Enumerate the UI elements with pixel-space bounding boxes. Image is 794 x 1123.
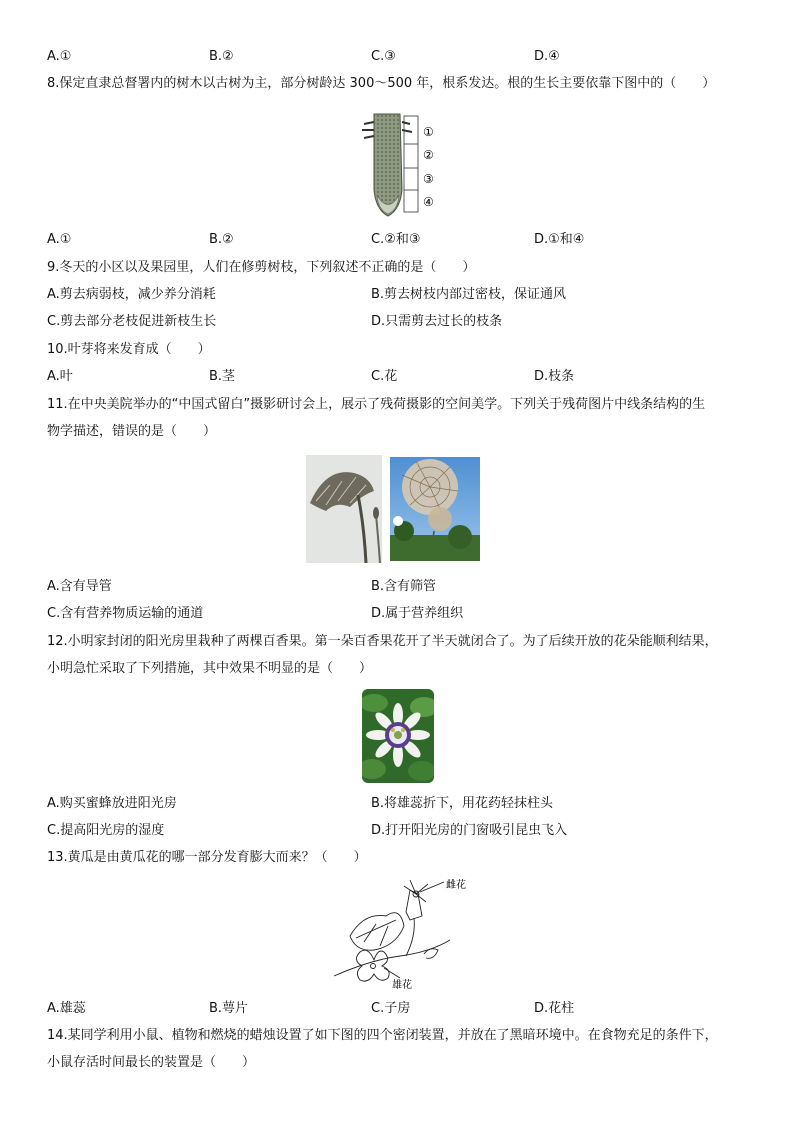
q8-option-c[interactable]: C.②和③ [371, 232, 421, 247]
root-label-1: ① [423, 125, 434, 139]
q11-option-b[interactable]: B.含有筛管 [371, 579, 437, 594]
root-label-3: ③ [423, 172, 434, 186]
q10-option-b[interactable]: B.茎 [209, 369, 236, 384]
female-flower-label: 雌花 [446, 880, 466, 891]
q7-option-c[interactable]: C.③ [371, 49, 396, 64]
q8-stem: 8.保定直隶总督署内的树木以古树为主，部分树龄达 300～500 年，根系发达。根的生长主要依靠下图中的（ ） [47, 76, 716, 91]
q10-option-a[interactable]: A.叶 [47, 369, 73, 384]
q13-option-c[interactable]: C.子房 [371, 1001, 411, 1016]
q11-stem-line1: 11.在中央美院举办的“中国式留白”摄影研讨会上，展示了残荷摄影的空间美学。下列关于残荷图片中线条结构的生 [47, 397, 706, 412]
q9-option-b[interactable]: B.剪去树枝内部过密枝，保证通风 [371, 287, 567, 302]
q7-option-d[interactable]: D.④ [534, 49, 560, 64]
q11-option-c[interactable]: C.含有营养物质运输的通道 [47, 606, 204, 621]
q12-stem-line2: 小明急忙采取了下列措施，其中效果不明显的是（ ） [47, 661, 373, 676]
q13-option-d[interactable]: D.花柱 [534, 1001, 575, 1016]
q8-option-a[interactable]: A.① [47, 232, 72, 247]
q12-option-b[interactable]: B.将雄蕊折下，用花药轻抹柱头 [371, 796, 554, 811]
q11-option-a[interactable]: A.含有导管 [47, 579, 112, 594]
q14-stem-line2: 小鼠存活时间最长的装置是（ ） [47, 1055, 256, 1070]
male-flower-label: 雄花 [392, 980, 412, 991]
q12-stem-line1: 12.小明家封闭的阳光房里栽种了两棵百香果。第一朵百香果花开了半天就闭合了。为了后续开放的花朵能顺利结果， [47, 634, 718, 649]
q13-stem: 13.黄瓜是由黄瓜花的哪一部分发育膨大而来？（ ） [47, 850, 367, 865]
q12-option-a[interactable]: A.购买蜜蜂放进阳光房 [47, 796, 177, 811]
q9-option-c[interactable]: C.剪去部分老枝促进新枝生长 [47, 314, 217, 329]
q10-option-c[interactable]: C.花 [371, 369, 398, 384]
q13-option-b[interactable]: B.萼片 [209, 1001, 249, 1016]
passion-flower-photo [362, 689, 434, 783]
q14-stem-line1: 14.某同学利用小鼠、植物和燃烧的蜡烛设置了如下图的四个密闭装置，并放在了黑暗环境中。在食物充足的条件下， [47, 1028, 718, 1043]
q9-option-a[interactable]: A.剪去病弱枝，减少养分消耗 [47, 287, 216, 302]
lotus-photo-left [306, 455, 382, 563]
root-tip-figure [360, 110, 440, 220]
q12-option-c[interactable]: C.提高阳光房的湿度 [47, 823, 165, 838]
q8-option-d[interactable]: D.①和④ [534, 232, 585, 247]
q9-option-d[interactable]: D.只需剪去过长的枝条 [371, 314, 503, 329]
q11-stem-line2: 物学描述，错误的是（ ） [47, 424, 217, 439]
q7-option-b[interactable]: B.② [209, 49, 234, 64]
q7-option-a[interactable]: A.① [47, 49, 72, 64]
cucumber-flower-figure [330, 876, 470, 992]
q12-option-d[interactable]: D.打开阳光房的门窗吸引昆虫飞入 [371, 823, 568, 838]
q9-stem: 9.冬天的小区以及果园里，人们在修剪树枝，下列叙述不正确的是（ ） [47, 260, 476, 275]
root-label-4: ④ [423, 195, 434, 209]
q10-stem: 10.叶芽将来发育成（ ） [47, 342, 211, 357]
root-label-2: ② [423, 148, 434, 162]
lotus-photo-right [390, 457, 480, 561]
q10-option-d[interactable]: D.枝条 [534, 369, 575, 384]
q8-option-b[interactable]: B.② [209, 232, 234, 247]
q11-option-d[interactable]: D.属于营养组织 [371, 606, 464, 621]
q13-option-a[interactable]: A.雄蕊 [47, 1001, 86, 1016]
